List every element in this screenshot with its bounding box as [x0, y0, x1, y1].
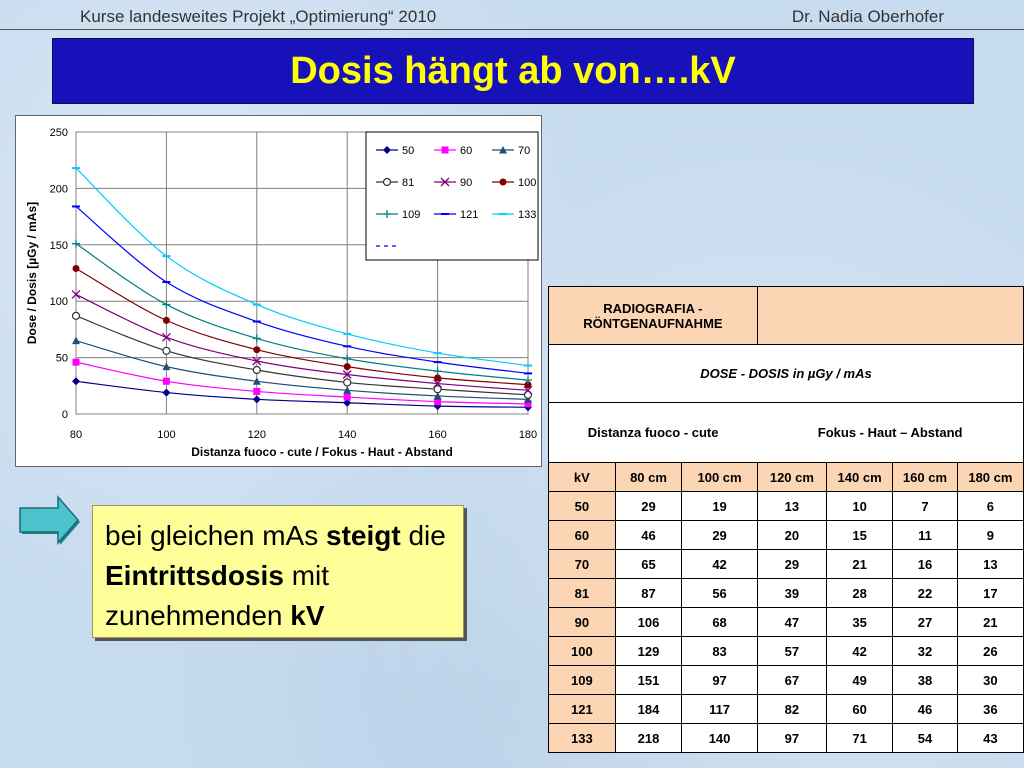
dose-cell: 67: [757, 666, 826, 695]
dose-cell: 13: [957, 550, 1023, 579]
dose-cell: 30: [957, 666, 1023, 695]
callout-text-1: bei gleichen mAs: [105, 520, 327, 551]
dose-cell: 19: [682, 492, 757, 521]
x-tick-label: 120: [247, 429, 266, 441]
dose-cell: 28: [827, 579, 893, 608]
y-tick-label: 0: [61, 409, 68, 421]
legend-box: [366, 132, 538, 260]
callout-bold-eintrittsdosis: Eintrittsdosis: [105, 560, 284, 591]
dose-cell: 43: [957, 724, 1023, 753]
data-point: [344, 379, 351, 386]
kv-cell: 121: [549, 695, 616, 724]
dose-cell: 39: [757, 579, 826, 608]
y-tick-label: 150: [49, 239, 68, 252]
kv-cell: 90: [549, 608, 616, 637]
data-point: [434, 374, 441, 381]
legend-label: 133: [518, 209, 537, 221]
kv-cell: 133: [549, 724, 616, 753]
dose-cell: 11: [893, 521, 958, 550]
table-title-empty: [757, 287, 1023, 345]
column-header: 180 cm: [957, 463, 1023, 492]
column-header: 120 cm: [757, 463, 826, 492]
callout-bold-steigt: steigt: [326, 520, 401, 551]
table-header-row: [549, 463, 1024, 492]
y-tick-label: 50: [55, 352, 68, 365]
dose-cell: 46: [893, 695, 958, 724]
table-row: [549, 550, 1024, 579]
kv-cell: 109: [549, 666, 616, 695]
header-divider: [0, 29, 1024, 30]
table-title-line1: RADIOGRAFIA -: [603, 300, 703, 316]
table-row: [549, 695, 1024, 724]
dose-cell: 10: [827, 492, 893, 521]
table-row: [549, 608, 1024, 637]
kv-cell: 60: [549, 521, 616, 550]
data-point: [73, 359, 80, 366]
y-axis-label: Dose / Dosis [µGy / mAs]: [25, 201, 39, 345]
legend-label: 121: [460, 209, 479, 221]
kv-cell: 50: [549, 492, 616, 521]
callout-text-2: die: [400, 520, 446, 551]
table-row: [549, 666, 1024, 695]
dose-cell: 38: [893, 666, 958, 695]
dose-cell: 47: [757, 608, 826, 637]
y-tick-label: 200: [49, 183, 68, 196]
dose-cell: 106: [615, 608, 682, 637]
table-distance-de: Fokus - Haut – Abstand: [757, 403, 1023, 463]
dose-cell: 21: [827, 550, 893, 579]
dose-cell: 42: [827, 637, 893, 666]
info-callout: [92, 505, 464, 638]
dose-cell: 22: [893, 579, 958, 608]
column-header: 100 cm: [682, 463, 757, 492]
dose-cell: 29: [615, 492, 682, 521]
table-row: [549, 637, 1024, 666]
dose-cell: 13: [757, 492, 826, 521]
x-tick-label: 160: [428, 429, 447, 441]
dose-cell: 26: [957, 637, 1023, 666]
arrow-right-icon: [18, 495, 80, 545]
dose-cell: 68: [682, 608, 757, 637]
slide-header: [0, 0, 1024, 30]
data-point: [253, 367, 260, 374]
kv-cell: 81: [549, 579, 616, 608]
dose-cell: 27: [893, 608, 958, 637]
kv-cell: 100: [549, 637, 616, 666]
legend-label: 50: [402, 145, 415, 157]
legend-label: 109: [402, 209, 421, 221]
dose-cell: 32: [893, 637, 958, 666]
callout-text-3: mit zunehmenden: [105, 560, 330, 631]
author-name: Dr. Nadia Oberhofer: [791, 7, 944, 26]
legend-label: 81: [402, 177, 415, 189]
dose-cell: 49: [827, 666, 893, 695]
dose-cell: 29: [682, 521, 757, 550]
table-row: [549, 724, 1024, 753]
table-title-line2: RÖNTGENAUFNAHME: [583, 315, 723, 331]
column-header: 160 cm: [893, 463, 958, 492]
table-distance-it: Distanza fuoco - cute: [549, 403, 758, 463]
legend-label: 90: [460, 177, 473, 189]
data-point: [73, 312, 80, 319]
dose-cell: 71: [827, 724, 893, 753]
kv-cell: 70: [549, 550, 616, 579]
dose-cell: 56: [682, 579, 757, 608]
slide-title: Dosis hängt ab von….kV: [52, 38, 974, 104]
dose-cell: 7: [893, 492, 958, 521]
table-row: [549, 579, 1024, 608]
legend-label: 70: [518, 145, 531, 157]
y-tick-label: 250: [49, 127, 68, 139]
legend-marker: [442, 147, 449, 154]
dose-cell: 117: [682, 695, 757, 724]
data-point: [163, 317, 170, 324]
dose-cell: 54: [893, 724, 958, 753]
course-title: Kurse landesweites Projekt „Optimierung“ 2010: [80, 7, 437, 26]
column-header: kV: [549, 463, 616, 492]
legend-marker: [384, 179, 391, 186]
x-tick-label: 80: [69, 429, 83, 441]
dose-cell: 82: [757, 695, 826, 724]
x-tick-label: 100: [157, 429, 176, 441]
dose-cell: 65: [615, 550, 682, 579]
legend-label: 60: [460, 145, 473, 157]
chart-svg: [16, 116, 541, 466]
dose-table: [548, 286, 1024, 753]
x-tick-label: 140: [338, 429, 357, 441]
dose-cell: 57: [757, 637, 826, 666]
dose-cell: 6: [957, 492, 1023, 521]
table-row: [549, 521, 1024, 550]
data-point: [163, 378, 170, 385]
dose-cell: 20: [757, 521, 826, 550]
dose-cell: 46: [615, 521, 682, 550]
x-tick-label: 180: [518, 429, 538, 441]
column-header: 80 cm: [615, 463, 682, 492]
dose-cell: 83: [682, 637, 757, 666]
callout-bold-kv: kV: [290, 600, 325, 631]
dose-cell: 21: [957, 608, 1023, 637]
dose-cell: 17: [957, 579, 1023, 608]
dose-cell: 42: [682, 550, 757, 579]
data-point: [344, 363, 351, 370]
column-header: 140 cm: [827, 463, 893, 492]
dose-cell: 15: [827, 521, 893, 550]
dose-cell: 97: [757, 724, 826, 753]
dose-cell: 151: [615, 666, 682, 695]
legend-label: 100: [518, 177, 537, 189]
dose-cell: 36: [957, 695, 1023, 724]
x-axis-label: Distanza fuoco - cute / Fokus - Haut - Abstand: [191, 445, 453, 459]
dose-cell: 16: [893, 550, 958, 579]
table-subtitle: DOSE - DOSIS in µGy / mAs: [549, 345, 1024, 403]
legend-marker: [500, 179, 507, 186]
data-point: [253, 346, 260, 353]
y-tick-label: 100: [49, 296, 68, 309]
table-title-cell: [549, 287, 758, 345]
dose-cell: 87: [615, 579, 682, 608]
data-point: [73, 265, 80, 272]
dose-cell: 29: [757, 550, 826, 579]
dose-cell: 140: [682, 724, 757, 753]
dose-cell: 35: [827, 608, 893, 637]
dose-cell: 60: [827, 695, 893, 724]
dose-cell: 218: [615, 724, 682, 753]
data-point: [344, 394, 351, 401]
data-point: [253, 388, 260, 395]
dose-cell: 97: [682, 666, 757, 695]
dose-cell: 9: [957, 521, 1023, 550]
table-row: [549, 492, 1024, 521]
dose-cell: 129: [615, 637, 682, 666]
dose-chart: [15, 115, 542, 467]
data-point: [163, 347, 170, 354]
dose-cell: 184: [615, 695, 682, 724]
